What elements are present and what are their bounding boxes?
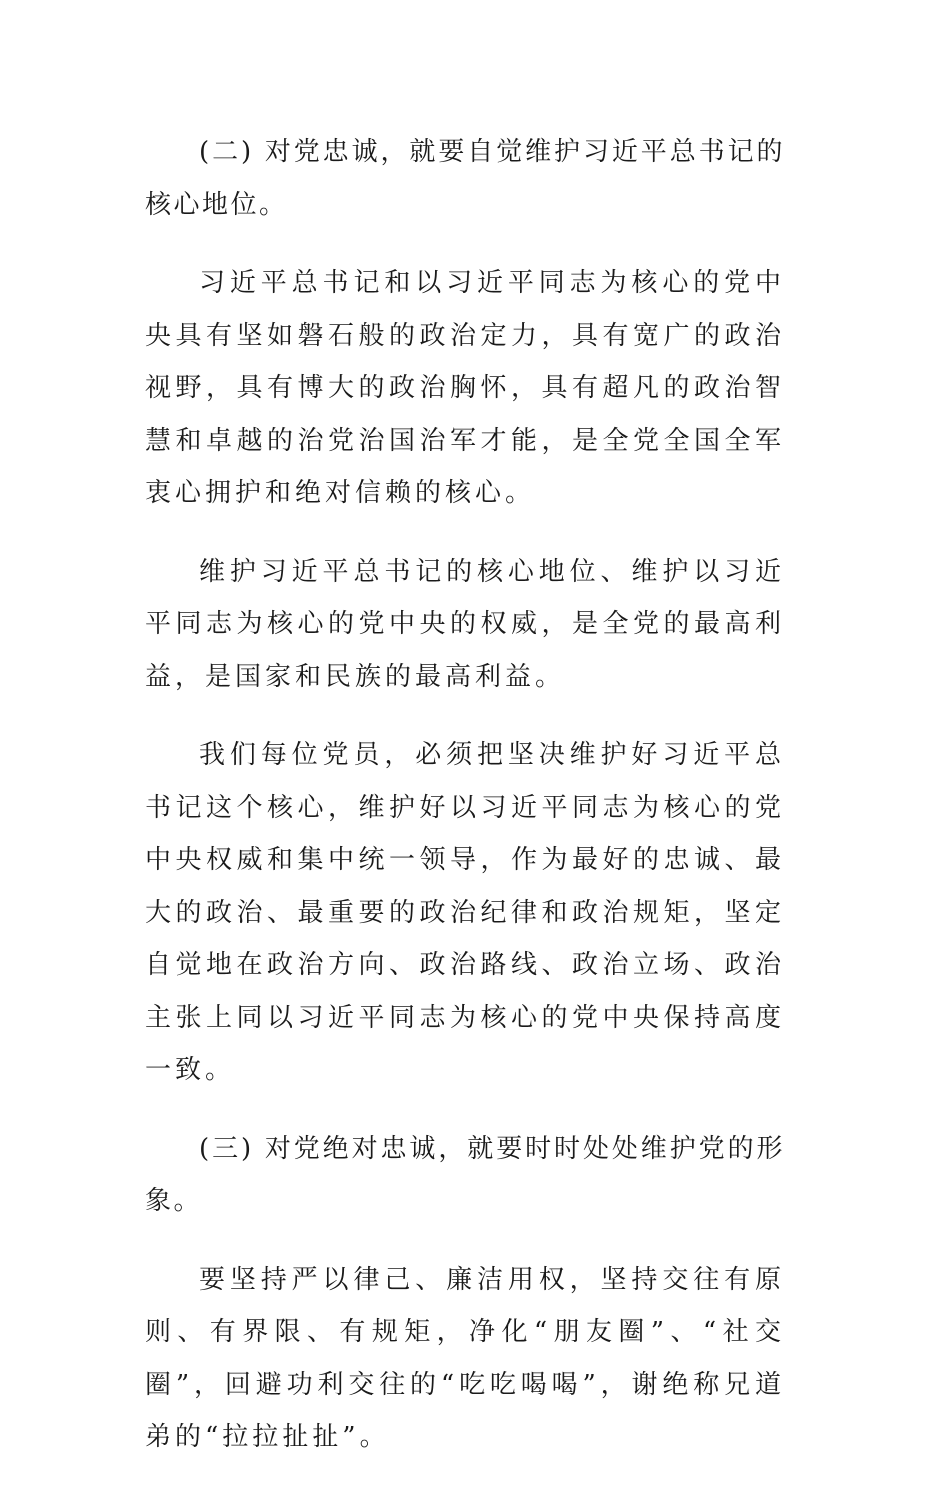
section-heading-2: (二) 对党忠诚，就要自觉维护习近平总书记的核心地位。 <box>145 137 785 220</box>
body-paragraph: 我们每位党员，必须把坚决维护好习近平总书记这个核心，维护好以习近平同志为核心的党中央权威和集中统一领导，作为最好的忠诚、最大的政治、最重要的政治纪律和政治规矩，坚定自觉地在政治方向、政治路线、政治立场、政治主张上同以习近平同志为核心的党中央保持高度一致。 <box>145 740 785 1085</box>
document-body <box>145 126 785 1490</box>
body-paragraph: 习近平总书记和以习近平同志为核心的党中央具有坚如磐石般的政治定力，具有宽广的政治视野，具有博大的政治胸怀，具有超凡的政治智慧和卓越的治党治国治军才能，是全党全国全军衷心拥护和绝对信赖的核心。 <box>145 268 785 508</box>
body-paragraph: 维护习近平总书记的核心地位、维护以习近平同志为核心的党中央的权威，是全党的最高利益，是国家和民族的最高利益。 <box>145 556 785 692</box>
body-paragraph: 要坚持严以律己、廉洁用权，坚持交往有原则、有界限、有规矩，净化“朋友圈”、“社交圈”，回避功利交往的“吃吃喝喝”，谢绝称兄道弟的“拉拉扯扯”。 <box>145 1264 785 1452</box>
section-heading-3: (三) 对党绝对忠诚，就要时时处处维护党的形象。 <box>145 1133 785 1216</box>
